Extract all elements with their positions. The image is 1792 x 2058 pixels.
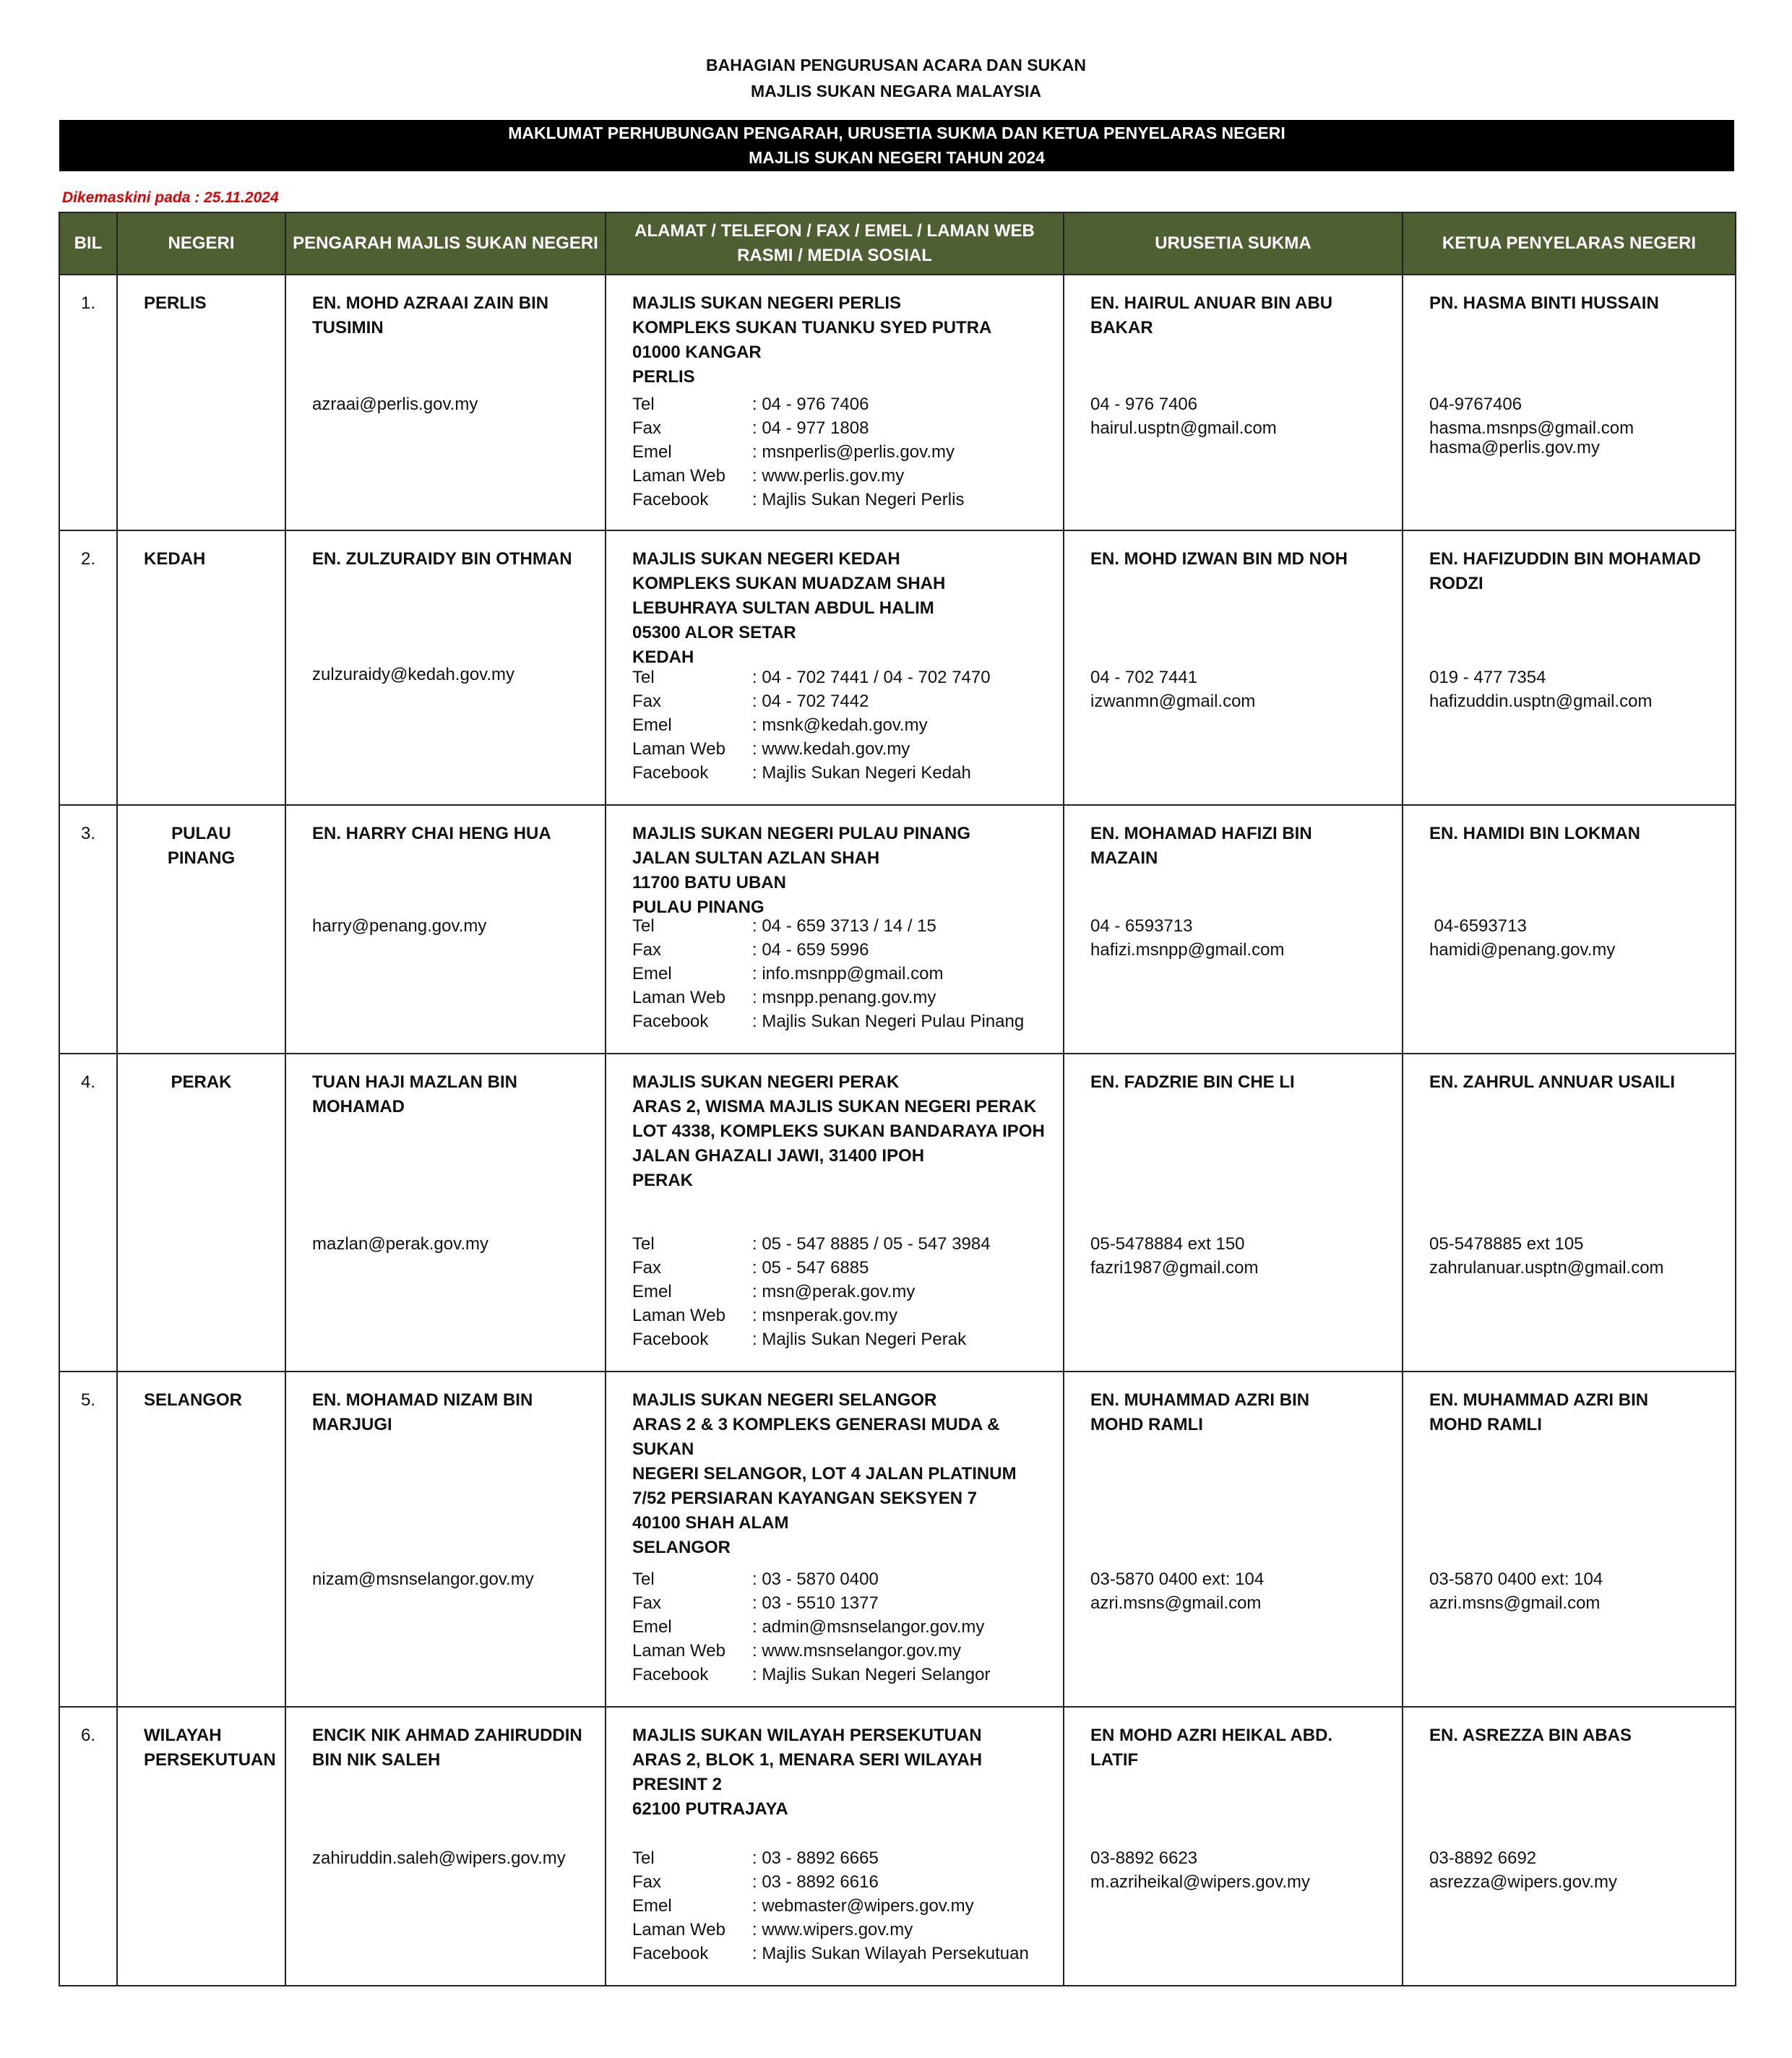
coordinator-contact-line[interactable]: asrezza@wipers.gov.my: [1429, 1872, 1617, 1892]
tel-value: : 05 - 547 8885 / 05 - 547 3984: [752, 1234, 991, 1254]
col-header-ketua: KETUA PENYELARAS NEGERI: [1403, 212, 1736, 275]
email-value[interactable]: : info.msnpp@gmail.com: [752, 964, 944, 983]
website-row: [632, 737, 991, 761]
cell-alamat: [606, 1054, 1064, 1372]
cell-bil: [59, 1707, 117, 1986]
coordinator-contact-line[interactable]: azri.msns@gmail.com: [1429, 1593, 1601, 1613]
coordinator-name: EN. ZAHRUL ANNUAR USAILI: [1429, 1072, 1675, 1092]
email-label: Emel: [632, 715, 672, 735]
address-line: JALAN GHAZALI JAWI, 31400 IPOH: [632, 1146, 925, 1166]
email-value[interactable]: : msnperlis@perlis.gov.my: [752, 442, 955, 462]
coordinator-name: PN. HASMA BINTI HUSSAIN: [1429, 293, 1659, 313]
address-line: MAJLIS SUKAN WILAYAH PERSEKUTUAN: [632, 1726, 982, 1745]
secretariat-contact: [1090, 392, 1277, 440]
facebook-label: Facebook: [632, 763, 709, 783]
coordinator-contact: [1429, 1567, 1603, 1615]
website-value[interactable]: : msnpp.penang.gov.my: [752, 988, 936, 1007]
fax-label: Fax: [632, 1872, 662, 1892]
address-line: NEGERI SELANGOR, LOT 4 JALAN PLATINUM: [632, 1464, 1017, 1484]
fax-value: : 04 - 977 1808: [752, 418, 869, 438]
email-label: Emel: [632, 1282, 672, 1301]
address-line: PERLIS: [632, 367, 695, 387]
email-row: [632, 962, 1024, 986]
director-email[interactable]: azraai@perlis.gov.my: [312, 395, 478, 414]
website-label: Laman Web: [632, 466, 725, 486]
coordinator-contact: [1429, 914, 1615, 962]
website-row: [632, 986, 1024, 1009]
coordinator-name: EN. HAMIDI BIN LOKMAN: [1429, 824, 1640, 843]
coordinator-contact-line: 03-8892 6692: [1429, 1848, 1537, 1868]
cell-bil: [59, 275, 117, 530]
state-name: PULAU PINANG: [167, 824, 236, 868]
row-number: 5.: [80, 1390, 95, 1410]
state-name: SELANGOR: [144, 1390, 243, 1410]
website-value[interactable]: : www.msnselangor.gov.my: [752, 1641, 961, 1661]
cell-negeri: [117, 530, 285, 805]
email-row: [632, 440, 964, 464]
coordinator-name: EN. ASREZZA BIN ABAS: [1429, 1726, 1632, 1745]
tel-row: [632, 1232, 991, 1256]
email-value[interactable]: : admin@msnselangor.gov.my: [752, 1617, 985, 1637]
secretariat-contact-line[interactable]: fazri1987@gmail.com: [1090, 1258, 1259, 1278]
coordinator-name: EN. HAFIZUDDIN BIN MOHAMAD RODZI: [1429, 549, 1701, 593]
cell-pengarah: [285, 1707, 606, 1986]
coordinator-contact: [1429, 666, 1653, 713]
cell-negeri: [117, 275, 285, 530]
fax-row: [632, 1256, 991, 1280]
cell-urusetia: [1064, 1372, 1403, 1707]
facebook-value[interactable]: : Majlis Sukan Negeri Kedah: [752, 763, 971, 783]
secretariat-contact-line: 03-8892 6623: [1090, 1848, 1198, 1868]
email-label: Emel: [632, 1896, 672, 1916]
coordinator-contact-line[interactable]: hasma@perlis.gov.my: [1429, 438, 1600, 457]
tel-value: : 04 - 976 7406: [752, 395, 869, 414]
cell-alamat: [606, 530, 1064, 805]
facebook-value[interactable]: : Majlis Sukan Negeri Perak: [752, 1330, 967, 1349]
secretariat-contact-line[interactable]: azri.msns@gmail.com: [1090, 1593, 1262, 1613]
tel-value: : 04 - 659 3713 / 14 / 15: [752, 916, 936, 936]
address-line: MAJLIS SUKAN NEGERI PULAU PINANG: [632, 824, 971, 843]
secretariat-name: EN. MOHD IZWAN BIN MD NOH: [1090, 549, 1348, 569]
updated-date: Dikemaskini pada : 25.11.2024: [62, 189, 279, 206]
secretariat-contact-line[interactable]: hafizi.msnpp@gmail.com: [1090, 940, 1285, 960]
row-number: 4.: [80, 1072, 95, 1092]
address-line: ARAS 2 & 3 KOMPLEKS GENERASI MUDA & SUKAN: [632, 1415, 1000, 1459]
email-label: Emel: [632, 964, 672, 983]
office-contacts: [632, 1567, 991, 1687]
tel-value: : 04 - 702 7441 / 04 - 702 7470: [752, 668, 991, 687]
col-header-alamat: ALAMAT / TELEFON / FAX / EMEL / LAMAN WEB RASMI / MEDIA SOSIAL: [606, 212, 1064, 275]
cell-bil: [59, 1372, 117, 1707]
contacts-table: [59, 212, 1736, 1986]
tel-label: Tel: [632, 1848, 655, 1868]
cell-urusetia: [1064, 530, 1403, 805]
website-label: Laman Web: [632, 739, 725, 759]
tel-label: Tel: [632, 916, 655, 936]
address-line: 11700 BATU UBAN: [632, 873, 786, 892]
director-email[interactable]: zulzuraidy@kedah.gov.my: [312, 665, 515, 684]
secretariat-contact: [1090, 1567, 1264, 1615]
secretariat-contact: [1090, 914, 1284, 962]
fax-label: Fax: [632, 418, 662, 438]
address-line: 62100 PUTRAJAYA: [632, 1799, 788, 1819]
email-row: [632, 713, 991, 737]
fax-value: : 05 - 547 6885: [752, 1258, 869, 1278]
email-row: [632, 1894, 1029, 1918]
fax-row: [632, 938, 1024, 962]
cell-pengarah: [285, 1372, 606, 1707]
document-header: [0, 52, 1792, 104]
address-line: KOMPLEKS SUKAN TUANKU SYED PUTRA: [632, 318, 992, 337]
facebook-value[interactable]: : Majlis Sukan Negeri Perlis: [752, 490, 965, 509]
table-row: [59, 1372, 1736, 1707]
website-row: [632, 1918, 1029, 1942]
cell-alamat: [606, 805, 1064, 1054]
cell-bil: [59, 805, 117, 1054]
address-line: KEDAH: [632, 647, 694, 667]
director-email[interactable]: mazlan@perak.gov.my: [312, 1234, 489, 1254]
tel-label: Tel: [632, 1570, 655, 1589]
website-value[interactable]: : www.kedah.gov.my: [752, 739, 910, 759]
cell-pengarah: [285, 530, 606, 805]
col-header-negeri: NEGERI: [117, 212, 285, 275]
address-line: 40100 SHAH ALAM: [632, 1513, 789, 1533]
fax-row: [632, 416, 964, 440]
email-value[interactable]: : msnk@kedah.gov.my: [752, 715, 928, 735]
secretariat-contact-line[interactable]: hairul.usptn@gmail.com: [1090, 418, 1277, 438]
director-name: EN. HARRY CHAI HENG HUA: [312, 824, 551, 843]
facebook-label: Facebook: [632, 1665, 709, 1684]
office-contacts: [632, 666, 991, 785]
secretariat-name: EN. MUHAMMAD AZRI BIN MOHD RAMLI: [1090, 1390, 1310, 1434]
email-value[interactable]: : msn@perak.gov.my: [752, 1282, 916, 1301]
secretariat-contact: [1090, 1232, 1258, 1280]
row-number: 2.: [80, 549, 95, 569]
office-contacts: [632, 1232, 991, 1351]
coordinator-contact-line[interactable]: zahrulanuar.usptn@gmail.com: [1429, 1258, 1664, 1278]
tel-label: Tel: [632, 1234, 655, 1254]
facebook-label: Facebook: [632, 490, 709, 509]
office-contacts: [632, 1846, 1029, 1966]
office-address: [606, 531, 1063, 670]
fax-value: : 04 - 702 7442: [752, 692, 869, 711]
cell-negeri: [117, 805, 285, 1054]
table-row: [59, 275, 1736, 530]
cell-urusetia: [1064, 805, 1403, 1054]
tel-value: : 03 - 5870 0400: [752, 1570, 879, 1589]
table-row: [59, 1707, 1736, 1986]
facebook-value[interactable]: : Majlis Sukan Negeri Selangor: [752, 1665, 991, 1684]
facebook-row: [632, 761, 991, 785]
website-row: [632, 1639, 991, 1663]
tel-row: [632, 914, 1024, 938]
email-row: [632, 1280, 991, 1304]
row-number: 6.: [80, 1726, 95, 1745]
address-line: ARAS 2, BLOK 1, MENARA SERI WILAYAH: [632, 1750, 983, 1770]
director-email[interactable]: harry@penang.gov.my: [312, 916, 487, 936]
cell-alamat: [606, 1372, 1064, 1707]
address-line: ARAS 2, WISMA MAJLIS SUKAN NEGERI PERAK: [632, 1097, 1037, 1116]
table-header-row: [59, 212, 1736, 275]
website-value[interactable]: : www.wipers.gov.my: [752, 1920, 913, 1939]
secretariat-name: EN. FADZRIE BIN CHE LI: [1090, 1072, 1295, 1092]
cell-bil: [59, 1054, 117, 1372]
facebook-row: [632, 1009, 1024, 1033]
address-line: PULAU PINANG: [632, 897, 764, 917]
office-address: [606, 1708, 1063, 1822]
coordinator-contact-line[interactable]: hasma.msnps@gmail.com: [1429, 418, 1634, 438]
tel-row: [632, 1846, 1029, 1870]
website-label: Laman Web: [632, 1920, 725, 1939]
website-value[interactable]: : msnperak.gov.my: [752, 1306, 897, 1325]
office-address: [606, 1054, 1063, 1193]
address-line: 7/52 PERSIARAN KAYANGAN SEKSYEN 7: [632, 1489, 978, 1508]
secretariat-contact-line: 03-5870 0400 ext: 104: [1090, 1570, 1265, 1589]
row-number: 3.: [80, 824, 95, 843]
coordinator-contact-line: 04-9767406: [1429, 395, 1522, 414]
coordinator-contact-line[interactable]: hafizuddin.usptn@gmail.com: [1429, 692, 1653, 711]
secretariat-contact-line[interactable]: m.azriheikal@wipers.gov.my: [1090, 1872, 1310, 1892]
coordinator-contact: [1429, 1846, 1617, 1894]
office-address: [606, 1372, 1063, 1560]
email-label: Emel: [632, 1617, 672, 1637]
col-header-bil: BIL: [59, 212, 117, 275]
cell-urusetia: [1064, 1054, 1403, 1372]
office-contacts: [632, 914, 1024, 1033]
cell-ketua: [1403, 805, 1736, 1054]
table-row: [59, 805, 1736, 1054]
secretariat-contact: [1090, 1846, 1310, 1894]
coordinator-contact-line: 019 - 477 7354: [1429, 668, 1546, 687]
website-label: Laman Web: [632, 1641, 725, 1661]
header-line-2: MAJLIS SUKAN NEGARA MALAYSIA: [750, 82, 1042, 100]
state-name: KEDAH: [144, 549, 206, 569]
website-label: Laman Web: [632, 1306, 725, 1325]
cell-pengarah: [285, 1054, 606, 1372]
office-address: [606, 275, 1063, 389]
tel-row: [632, 666, 991, 689]
fax-label: Fax: [632, 1593, 662, 1613]
address-line: 05300 ALOR SETAR: [632, 623, 796, 642]
website-row: [632, 464, 964, 488]
cell-alamat: [606, 275, 1064, 530]
cell-ketua: [1403, 1054, 1736, 1372]
address-line: LOT 4338, KOMPLEKS SUKAN BANDARAYA IPOH: [632, 1121, 1045, 1141]
row-number: 1.: [80, 293, 95, 313]
email-label: Emel: [632, 442, 672, 462]
address-line: 01000 KANGAR: [632, 343, 762, 362]
coordinator-contact: [1429, 392, 1634, 460]
title-line-1: MAKLUMAT PERHUBUNGAN PENGARAH, URUSETIA SUKMA DAN KETUA PENYELARAS NEGERI: [508, 124, 1285, 142]
table-row: [59, 1054, 1736, 1372]
coordinator-contact-line[interactable]: hamidi@penang.gov.my: [1429, 940, 1616, 960]
website-row: [632, 1304, 991, 1327]
title-bar: [59, 120, 1734, 171]
fax-value: : 03 - 8892 6616: [752, 1872, 879, 1892]
header-line-1: BAHAGIAN PENGURUSAN ACARA DAN SUKAN: [705, 56, 1087, 74]
cell-negeri: [117, 1054, 285, 1372]
cell-ketua: [1403, 1707, 1736, 1986]
cell-ketua: [1403, 1372, 1736, 1707]
address-line: SELANGOR: [632, 1538, 731, 1557]
director-name: EN. ZULZURAIDY BIN OTHMAN: [312, 549, 572, 569]
state-name: PERAK: [171, 1072, 232, 1092]
tel-label: Tel: [632, 668, 655, 687]
fax-label: Fax: [632, 1258, 662, 1278]
secretariat-contact-line[interactable]: izwanmn@gmail.com: [1090, 692, 1256, 711]
cell-ketua: [1403, 275, 1736, 530]
tel-row: [632, 1567, 991, 1591]
address-line: PRESINT 2: [632, 1775, 723, 1794]
fax-label: Fax: [632, 692, 662, 711]
facebook-label: Facebook: [632, 1330, 709, 1349]
website-value[interactable]: : www.perlis.gov.my: [752, 466, 905, 486]
secretariat-name: EN. HAIRUL ANUAR BIN ABU BAKAR: [1090, 293, 1333, 337]
facebook-row: [632, 1327, 991, 1351]
cell-urusetia: [1064, 1707, 1403, 1986]
state-name: WILAYAH PERSEKUTUAN: [144, 1726, 276, 1770]
col-header-urusetia: URUSETIA SUKMA: [1064, 212, 1403, 275]
office-contacts: [632, 392, 964, 512]
cell-alamat: [606, 1707, 1064, 1986]
fax-row: [632, 1591, 991, 1615]
facebook-row: [632, 488, 964, 512]
address-line: MAJLIS SUKAN NEGERI PERLIS: [632, 293, 902, 313]
cell-negeri: [117, 1372, 285, 1707]
cell-ketua: [1403, 530, 1736, 805]
facebook-row: [632, 1942, 1029, 1966]
address-line: KOMPLEKS SUKAN MUADZAM SHAH: [632, 574, 946, 593]
facebook-label: Facebook: [632, 1012, 709, 1031]
tel-label: Tel: [632, 395, 655, 414]
secretariat-contact-line: 04 - 6593713: [1090, 916, 1193, 936]
cell-pengarah: [285, 805, 606, 1054]
col-header-pengarah: PENGARAH MAJLIS SUKAN NEGERI: [285, 212, 606, 275]
director-name: EN. MOHD AZRAAI ZAIN BIN TUSIMIN: [312, 293, 549, 337]
coordinator-contact: [1429, 1232, 1664, 1280]
office-address: [606, 806, 1063, 920]
fax-label: Fax: [632, 940, 662, 960]
fax-row: [632, 689, 991, 713]
address-line: MAJLIS SUKAN NEGERI PERAK: [632, 1072, 900, 1092]
secretariat-name: EN. MOHAMAD HAFIZI BIN MAZAIN: [1090, 824, 1312, 868]
cell-negeri: [117, 1707, 285, 1986]
address-line: PERAK: [632, 1171, 694, 1190]
director-email[interactable]: nizam@msnselangor.gov.my: [312, 1570, 534, 1589]
facebook-value[interactable]: : Majlis Sukan Negeri Pulau Pinang: [752, 1012, 1025, 1031]
address-line: LEBUHRAYA SULTAN ABDUL HALIM: [632, 598, 934, 618]
title-line-2: MAJLIS SUKAN NEGERI TAHUN 2024: [749, 148, 1045, 167]
director-name: ENCIK NIK AHMAD ZAHIRUDDIN BIN NIK SALEH: [312, 1726, 582, 1770]
coordinator-name: EN. MUHAMMAD AZRI BIN MOHD RAMLI: [1429, 1390, 1649, 1434]
secretariat-contact-line: 05-5478884 ext 150: [1090, 1234, 1245, 1254]
secretariat-contact: [1090, 666, 1255, 713]
fax-value: : 04 - 659 5996: [752, 940, 869, 960]
table-row: [59, 530, 1736, 805]
state-name: PERLIS: [144, 293, 207, 313]
secretariat-contact-line: 04 - 702 7441: [1090, 668, 1198, 687]
director-name: TUAN HAJI MAZLAN BIN MOHAMAD: [312, 1072, 517, 1116]
tel-row: [632, 392, 964, 416]
coordinator-contact-line: 04-6593713: [1429, 916, 1527, 936]
coordinator-contact-line: 05-5478885 ext 105: [1429, 1234, 1584, 1254]
secretariat-contact-line: 04 - 976 7406: [1090, 395, 1198, 414]
cell-bil: [59, 530, 117, 805]
facebook-value[interactable]: : Majlis Sukan Wilayah Persekutuan: [752, 1944, 1029, 1963]
director-name: EN. MOHAMAD NIZAM BIN MARJUGI: [312, 1390, 533, 1434]
website-label: Laman Web: [632, 988, 725, 1007]
fax-row: [632, 1870, 1029, 1894]
address-line: JALAN SULTAN AZLAN SHAH: [632, 848, 880, 868]
director-email[interactable]: zahiruddin.saleh@wipers.gov.my: [312, 1848, 566, 1868]
coordinator-contact-line: 03-5870 0400 ext: 104: [1429, 1570, 1603, 1589]
secretariat-name: EN MOHD AZRI HEIKAL ABD. LATIF: [1090, 1726, 1333, 1770]
cell-pengarah: [285, 275, 606, 530]
facebook-row: [632, 1663, 991, 1687]
cell-urusetia: [1064, 275, 1403, 530]
tel-value: : 03 - 8892 6665: [752, 1848, 879, 1868]
email-value[interactable]: : webmaster@wipers.gov.my: [752, 1896, 974, 1916]
address-line: MAJLIS SUKAN NEGERI SELANGOR: [632, 1390, 937, 1410]
facebook-label: Facebook: [632, 1944, 709, 1963]
address-line: MAJLIS SUKAN NEGERI KEDAH: [632, 549, 900, 569]
email-row: [632, 1615, 991, 1639]
fax-value: : 03 - 5510 1377: [752, 1593, 879, 1613]
